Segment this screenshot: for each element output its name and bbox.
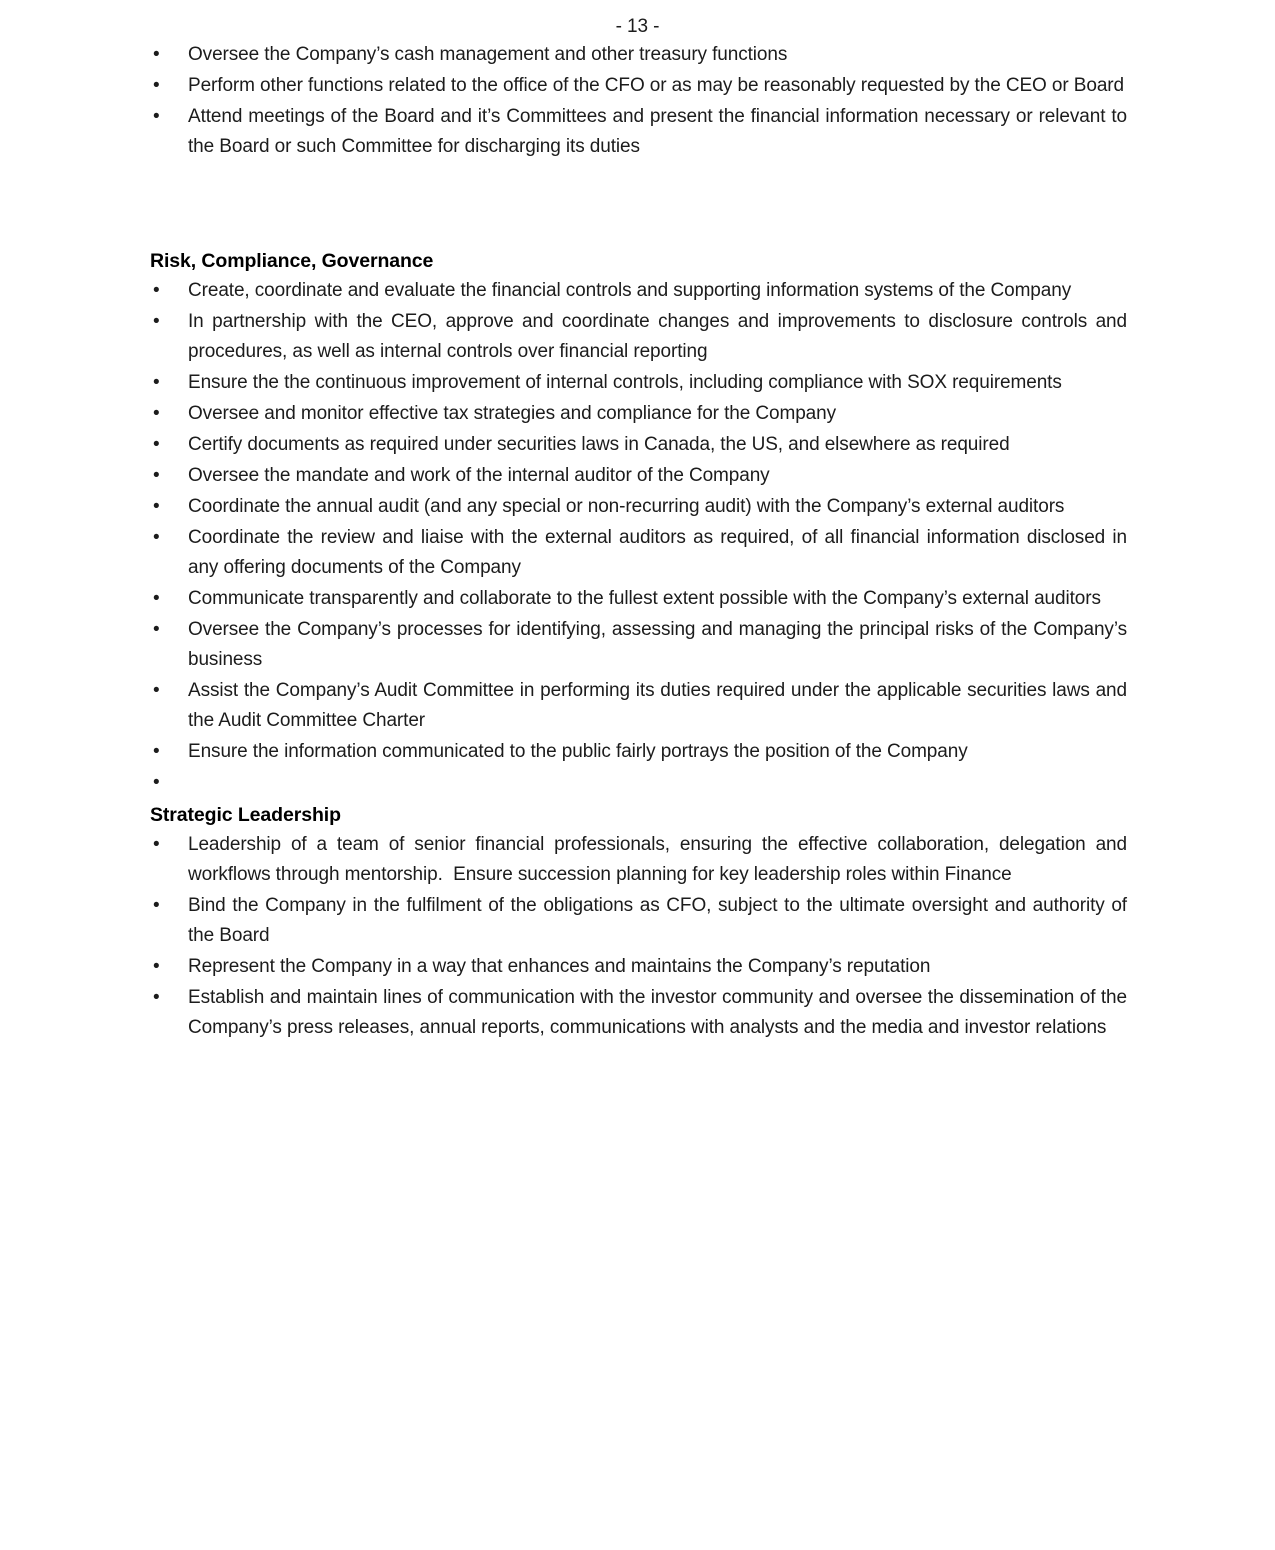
- section-heading-risk-compliance-governance: Risk, Compliance, Governance: [150, 250, 434, 272]
- list-item-text: Coordinate the review and liaise with the external auditors as required, of all financial information disclosed in any offering documents of the Company: [188, 527, 1133, 578]
- list-item-text: Coordinate the annual audit (and any special or non-recurring audit) with the Company’s external auditors: [188, 496, 1065, 517]
- list-item: [150, 492, 1127, 522]
- list-item-text: Oversee the mandate and work of the internal auditor of the Company: [188, 465, 770, 486]
- bullet-icon: [153, 399, 160, 429]
- bullet-icon: [153, 983, 160, 1013]
- list-item-text: In partnership with the CEO, approve and coordinate changes and improvements to disclosure controls and procedures, as well as internal controls over financial reporting: [188, 311, 1133, 362]
- list-item: [150, 276, 1127, 306]
- list-item: [150, 368, 1127, 398]
- bullet-icon: [153, 676, 160, 706]
- list-item-text: Leadership of a team of senior financial professionals, ensuring the effective collaboration, delegation and workflows through mentorship. Ensure succession planning for key leadership roles within Finance: [188, 834, 1133, 885]
- bullet-icon: [153, 952, 160, 982]
- bullet-icon: [153, 461, 160, 491]
- bullet-icon: [153, 368, 160, 398]
- list-item: [150, 952, 1127, 982]
- bullet-icon: [153, 40, 160, 70]
- list-item: [150, 399, 1127, 429]
- list-item: [150, 307, 1133, 367]
- list-item-text: Bind the Company in the fulfilment of the obligations as CFO, subject to the ultimate oversight and authority of the Board: [188, 895, 1133, 946]
- bullet-icon: [153, 276, 160, 306]
- list-item-text: Oversee and monitor effective tax strategies and compliance for the Company: [188, 403, 836, 424]
- list-item-text: Create, coordinate and evaluate the financial controls and supporting information systems of the Company: [188, 280, 1072, 301]
- list-item-text: Attend meetings of the Board and it’s Committees and present the financial information necessary or relevant to the Board or such Committee for discharging its duties: [188, 106, 1133, 157]
- list-item: [150, 983, 1133, 1043]
- list-item-text: Communicate transparently and collaborate to the fullest extent possible with the Company’s external auditors: [188, 588, 1101, 609]
- list-item: [150, 40, 1127, 70]
- bullet-icon: [153, 71, 160, 101]
- list-item-text: Oversee the Company’s processes for identifying, assessing and managing the principal risks of the Company’s business: [188, 619, 1133, 670]
- list-item-text: Ensure the information communicated to the public fairly portrays the position of the Company: [188, 741, 968, 762]
- risk-bullet-list: [150, 276, 1133, 798]
- intro-bullet-list: [150, 40, 1133, 162]
- list-item: [150, 584, 1127, 614]
- list-item: [150, 461, 1127, 491]
- bullet-icon: [153, 492, 160, 522]
- list-item-text: Assist the Company’s Audit Committee in performing its duties required under the applicable securities laws and the Audit Committee Charter: [188, 680, 1133, 731]
- list-item-text: Certify documents as required under securities laws in Canada, the US, and elsewhere as required: [188, 434, 1010, 455]
- bullet-icon: [153, 768, 160, 798]
- list-item-text: Oversee the Company’s cash management and other treasury functions: [188, 44, 788, 65]
- list-item: [150, 737, 1127, 767]
- list-item-text: Ensure the the continuous improvement of internal controls, including compliance with SOX requirements: [188, 372, 1062, 393]
- list-item-text: Perform other functions related to the office of the CFO or as may be reasonably requested by the CEO or Board: [188, 75, 1124, 96]
- bullet-icon: [153, 615, 160, 645]
- list-item-text: Represent the Company in a way that enhances and maintains the Company’s reputation: [188, 956, 931, 977]
- list-item: [150, 430, 1127, 460]
- bullet-icon: [153, 830, 160, 860]
- page-content: [0, 40, 1275, 1043]
- list-item: [150, 676, 1133, 736]
- strategic-bullet-list: [150, 830, 1133, 1043]
- page-number: - 13 -: [615, 16, 660, 37]
- list-item: [150, 523, 1133, 583]
- list-item: [150, 891, 1133, 951]
- bullet-icon: [153, 307, 160, 337]
- bullet-icon: [153, 584, 160, 614]
- bullet-icon: [153, 891, 160, 921]
- list-item: [150, 615, 1133, 675]
- list-item: [150, 830, 1133, 890]
- bullet-icon: [153, 523, 160, 553]
- section-heading-strategic-leadership: Strategic Leadership: [150, 804, 341, 826]
- bullet-icon: [153, 102, 160, 132]
- bullet-icon: [153, 737, 160, 767]
- list-item: [150, 102, 1133, 162]
- list-item: [150, 71, 1127, 101]
- list-item-empty: [150, 768, 1127, 798]
- list-item-text: Establish and maintain lines of communication with the investor community and oversee the dissemination of the Company’s press releases, annual reports, communications with analysts and the media and investor relations: [188, 987, 1133, 1038]
- bullet-icon: [153, 430, 160, 460]
